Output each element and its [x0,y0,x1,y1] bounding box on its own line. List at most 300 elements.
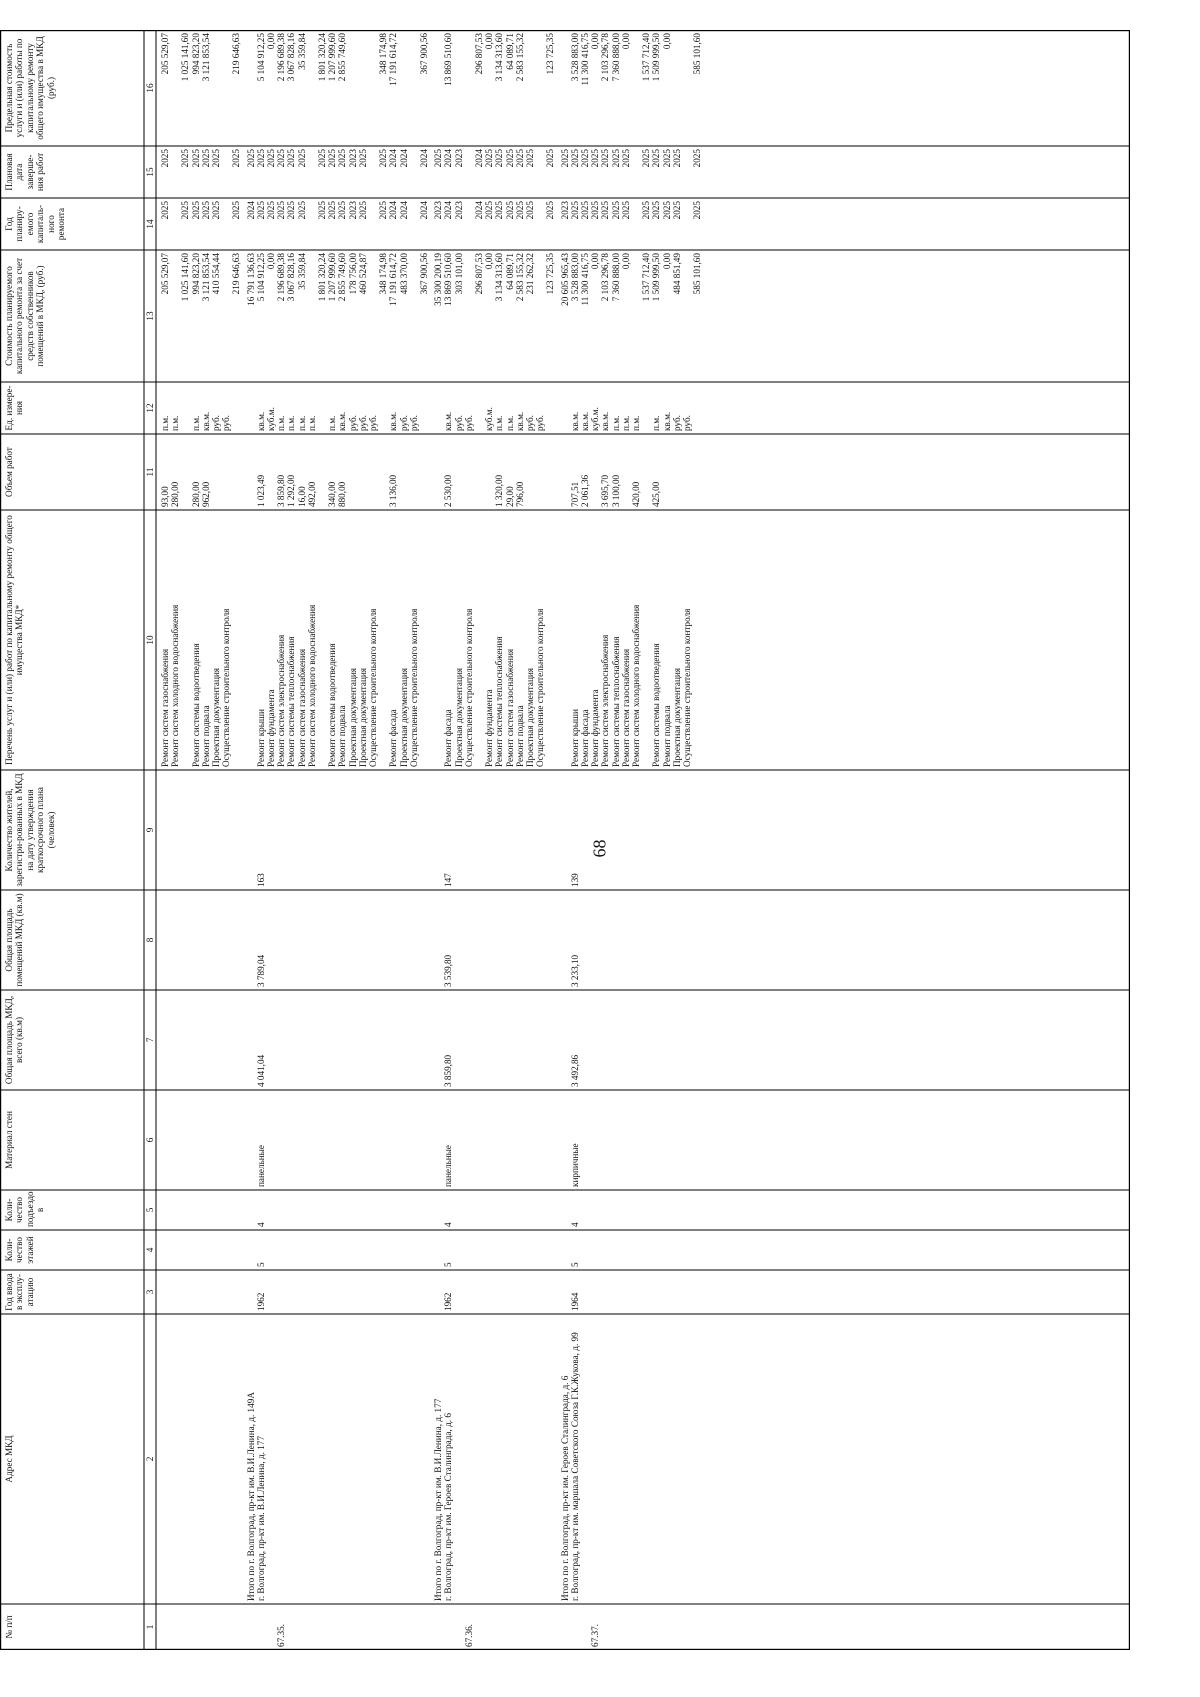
row-d-work-5: Ремонт систем газоснабжения [620,648,631,767]
row-b-vol-5: 492,00 [306,481,317,507]
row-d-year-5: 2025 [620,201,631,220]
house-2-material: панельные [443,1145,454,1187]
row-a-date-0: 2025 [160,149,170,168]
house-1-area-rooms: 3 789,04 [255,954,266,987]
row-d-vol-1: 2 061,36 [580,474,590,507]
row-c-year-7: 2025 [525,201,535,220]
row-c-unit-8: руб. [535,415,546,431]
row-b-unit-7: кв.м. [337,411,348,431]
header-col-4: Коли-чество этажей [4,1236,35,1264]
column-number-5: 5 [145,1207,155,1213]
row-d-unit-8: кв.м. [661,411,672,431]
column-number-2: 2 [145,1456,155,1462]
column-number-12: 12 [145,403,155,413]
row-b-unit-2: п.м. [276,415,287,431]
row-c-limit-8: 123 725,35 [545,33,556,75]
row-d-work-3: Ремонт систем электроснабжения [600,634,611,767]
row-a-work-0: Ремонт систем газоснабжения [160,648,170,767]
row-c-work-2: Осуществление строительного контроля [463,608,474,767]
row-c-year-2: 2024 [474,201,484,220]
row-b-date-12: 2024 [398,149,409,168]
row-d-year-3: 2025 [600,201,611,220]
row-d-limit-2: 0,00 [590,33,601,50]
row-d-cost-8: 0,00 [661,253,672,270]
row-b-date-9: 2025 [357,149,368,168]
house-1-entrances: 4 [255,1222,266,1227]
row-d-work-2: Ремонт фундамента [590,689,601,767]
house-3-area-rooms: 3 233,10 [569,954,580,987]
row-c-work-8: Осуществление строительного контроля [535,608,546,767]
row-d-vol-6: 420,00 [631,481,641,507]
row-b-year-13: 2024 [419,201,429,220]
total-2-label: Итого по г. Волгоград, пр-кт им. В.И.Ленина, д. 177 [433,1398,444,1601]
row-b-limit-6: 1 207 999,60 [327,33,338,82]
house-3-address: г. Волгоград, пр-кт им. маршала Советского Союза Г.К.Жукова, д. 99 [569,1332,580,1601]
header-col-10: Перечень услуг и (или) работ по капитальному ремонту общего имущества МКД* [4,515,25,765]
row-c-cost-8: 123 725,35 [545,253,556,295]
row-d-vol-3: 3 695,70 [600,474,611,507]
row-a-date-3: 2025 [200,149,211,168]
row-a-year-3: 2025 [200,201,211,220]
row-b-unit-13: руб. [408,415,419,431]
row-a-date-2: 2025 [190,149,201,168]
row-c-year-6: 2025 [514,201,525,220]
row-c-work-5: Ремонт систем газоснабжения [504,648,515,767]
header-col-16: Предельная стоимость услуги и (или) работы по капитальному ремонту общего имущества в МКД (руб.) [4,36,56,140]
row-d-date-2: 2025 [590,149,601,168]
row-d-limit-10: 585 101,60 [692,33,703,75]
row-d-year-0: 2025 [569,201,580,220]
row-a-work-3: Ремонт подвала [200,705,211,767]
row-d-cost-0: 3 528 883,00 [569,253,580,302]
row-d-date-1: 2025 [580,149,590,168]
row-d-unit-6: п.м. [631,415,641,431]
row-d-date-5: 2025 [620,149,631,168]
row-b-work-0: Ремонт крыши [255,709,266,767]
row-c-limit-3: 0,00 [484,33,495,50]
total-2-date: 2025 [433,149,444,168]
row-d-year-9: 2025 [671,201,682,220]
row-d-work-6: Ремонт систем холодного водоснабжения [631,604,641,767]
row-d-year-2: 2025 [590,201,601,220]
row-a-cost-1: 1 025 141,60 [180,253,191,302]
row-b-work-6: Ремонт системы водоотведения [327,643,338,767]
row-d-year-1: 2025 [580,201,590,220]
row-b-limit-0: 5 104 912,25 [255,33,266,82]
house-2-area-rooms: 3 539,80 [443,954,454,987]
row-b-limit-1: 0,00 [266,33,276,50]
row-b-limit-3: 3 067 828,16 [286,33,297,82]
row-d-cost-4: 7 360 888,00 [610,253,621,302]
row-d-unit-4: п.м. [610,415,621,431]
row-c-work-0: Ремонт фасада [443,709,454,767]
row-b-cost-11: 17 191 614,72 [388,253,399,306]
row-b-cost-10: 348 174,98 [378,253,389,295]
row-d-work-10: Осуществление строительного контроля [682,608,692,767]
row-a-cost-2: 994 823,20 [190,253,201,295]
row-c-unit-2: руб. [463,415,474,431]
row-b-limit-10: 348 174,98 [378,33,389,75]
house-2-num: 67.36. [463,1624,474,1647]
house-1-area-total: 4 041,04 [255,1054,266,1087]
column-number-15: 15 [145,167,155,177]
row-d-date-3: 2025 [600,149,611,168]
row-b-cost-0: 5 104 912,25 [255,253,266,302]
row-d-year-8: 2025 [661,201,672,220]
row-c-unit-0: кв.м. [443,411,454,431]
row-a-year-5: 2025 [231,201,242,220]
row-c-date-4: 2025 [494,149,505,168]
column-number-14: 14 [145,219,155,229]
row-b-limit-4: 35 359,84 [296,33,307,70]
row-c-limit-0: 13 869 510,60 [443,33,454,86]
total-2-cost: 35 300 200,19 [433,253,444,306]
row-d-limit-7: 1 509 999,50 [651,33,662,82]
row-a-date-5: 2025 [231,149,242,168]
row-b-work-10: Осуществление строительного контроля [368,608,378,767]
row-d-date-10: 2025 [692,149,703,168]
row-d-unit-3: кв.м. [600,411,611,431]
row-d-limit-3: 2 103 296,78 [600,33,611,82]
row-d-year-6: 2025 [641,201,652,220]
row-d-work-9: Проектная документация [671,667,682,767]
house-1-floors: 5 [255,1262,266,1267]
row-c-cost-1: 303 101,00 [453,253,464,295]
row-c-year-5: 2025 [504,201,515,220]
header-col-9: Количество жителей, зарегистри-рованных в МКД на дату утверждения краткосрочного плана (человек) [4,773,56,887]
header-col-14: Год планиру-емого капиталь-ного ремонта [4,204,67,244]
house-1-built: 1962 [255,1292,266,1311]
row-b-date-8: 2023 [347,149,358,168]
row-d-cost-1: 11 300 416,75 [580,253,590,306]
row-a-date-4: 2025 [211,149,221,168]
row-c-year-8: 2025 [545,201,556,220]
row-c-year-1: 2023 [453,201,464,220]
row-d-year-4: 2025 [610,201,621,220]
row-b-work-3: Ремонт системы теплоснабжения [286,636,297,767]
row-c-date-3: 2025 [484,149,495,168]
row-c-unit-4: п.м. [494,415,505,431]
row-c-unit-7: руб. [525,415,535,431]
repair-plan-table [0,30,1130,1650]
row-d-date-7: 2025 [651,149,662,168]
row-c-limit-6: 2 583 155,32 [514,33,525,82]
row-b-date-7: 2025 [337,149,348,168]
row-c-work-7: Проектная документация [525,667,535,767]
row-c-year-0: 2024 [443,201,454,220]
row-d-date-4: 2025 [610,149,621,168]
row-b-year-1: 2025 [266,201,276,220]
row-b-vol-7: 880,00 [337,481,348,507]
row-d-work-1: Ремонт фасада [580,709,590,767]
row-b-vol-11: 3 136,00 [388,474,399,507]
header-col-8: Общая площадь помещений МКД (кв.м) [4,893,25,987]
row-b-limit-2: 2 196 689,38 [276,33,287,82]
row-b-work-12: Проектная документация [398,667,409,767]
row-d-work-8: Ремонт подвала [661,705,672,767]
row-a-year-1: 2025 [180,201,191,220]
row-d-cost-2: 0,00 [590,253,601,270]
total-3-year: 2023 [559,201,570,220]
row-b-cost-3: 3 067 828,16 [286,253,297,302]
row-d-unit-10: руб. [682,415,692,431]
row-b-date-0: 2025 [255,149,266,168]
row-c-cost-7: 231 262,32 [525,253,535,295]
row-c-date-1: 2023 [453,149,464,168]
row-a-work-2: Ремонт системы водоотведения [190,643,201,767]
row-d-limit-0: 3 528 883,00 [569,33,580,82]
row-c-work-4: Ремонт системы теплоснабжения [494,636,505,767]
row-b-vol-4: 16,00 [296,486,307,507]
row-b-date-13: 2024 [419,149,429,168]
row-b-limit-11: 17 191 614,72 [388,33,399,86]
house-3-residents: 139 [569,873,580,887]
house-3-floors: 5 [569,1262,580,1267]
row-c-cost-0: 13 869 510,60 [443,253,454,306]
row-b-work-9: Проектная документация [357,667,368,767]
house-1-material: панельные [255,1145,266,1187]
house-1-residents: 163 [255,873,266,887]
column-number-9: 9 [145,827,155,833]
row-b-cost-4: 35 359,84 [296,253,307,290]
column-number-13: 13 [145,311,155,321]
row-b-work-11: Ремонт фасада [388,709,399,767]
header-col-3: Год ввода в эксплу-атацию [4,1273,35,1311]
row-d-vol-4: 3 100,00 [610,474,621,507]
row-d-unit-0: кв.м. [569,411,580,431]
row-a-vol-3: 962,00 [200,481,211,507]
row-a-unit-3: кв.м. [200,411,211,431]
row-c-cost-6: 2 583 155,32 [514,253,525,302]
row-b-year-0: 2025 [255,201,266,220]
row-b-unit-9: руб. [357,415,368,431]
row-d-unit-9: руб. [671,415,682,431]
row-a-limit-5: 219 646,63 [231,33,242,75]
row-b-limit-13: 367 900,56 [419,33,429,75]
row-c-work-6: Ремонт подвала [514,705,525,767]
row-b-work-8: Проектная документация [347,667,358,767]
row-b-date-10: 2025 [378,149,389,168]
row-c-limit-4: 3 134 313,60 [494,33,505,82]
row-d-work-4: Ремонт системы теплоснабжения [610,636,621,767]
row-b-work-2: Ремонт систем электроснабжения [276,634,287,767]
house-3-material: кирпичные [569,1143,580,1187]
row-a-limit-2: 994 823,20 [190,33,201,75]
column-number-16: 16 [145,83,155,93]
row-c-work-1: Проектная документация [453,667,464,767]
total-1-label: Итого по г. Волгоград, пр-кт им. В.И.Ленина, д. 149А [245,1392,256,1601]
row-b-unit-4: п.м. [296,415,307,431]
row-b-year-5: 2025 [317,201,327,220]
row-d-work-0: Ремонт крыши [569,709,580,767]
row-b-work-7: Ремонт подвала [337,705,348,767]
row-a-work-4: Проектная документация [211,667,221,767]
row-b-year-4: 2025 [296,201,307,220]
row-b-vol-6: 340,00 [327,481,338,507]
header-col-2: Адрес МКД [4,1435,14,1483]
row-b-date-5: 2025 [317,149,327,168]
column-number-4: 4 [145,1247,155,1253]
row-c-unit-6: кв.м. [514,411,525,431]
column-number-8: 8 [145,937,155,943]
row-a-vol-0: 93,00 [160,486,170,507]
row-b-cost-1: 0,00 [266,253,276,270]
house-1-num: 67.35. [276,1624,287,1647]
row-b-unit-0: кв.м. [255,411,266,431]
total-1-cost: 16 791 136,63 [245,253,256,306]
row-b-date-6: 2025 [327,149,338,168]
row-c-cost-4: 3 134 313,60 [494,253,505,302]
row-a-work-5: Осуществление строительного контроля [221,608,232,767]
row-b-vol-3: 1 292,00 [286,474,297,507]
row-c-vol-0: 2 530,00 [443,474,454,507]
header-col-12: Ед. измере-ния [4,385,25,431]
row-b-cost-2: 2 196 689,38 [276,253,287,302]
row-a-cost-0: 205 529,07 [160,253,170,295]
header-col-5: Коли-чество подъездо в [4,1191,46,1227]
row-c-date-7: 2025 [525,149,535,168]
row-a-limit-1: 1 025 141,60 [180,33,191,82]
row-c-date-2: 2024 [474,149,484,168]
row-d-unit-1: кв.м. [580,411,590,431]
house-3-num: 67.37. [590,1624,601,1647]
row-c-cost-5: 64 089,71 [504,253,515,290]
header-col-11: Объем работ [4,447,14,497]
row-b-unit-8: руб. [347,415,358,431]
row-b-unit-3: п.м. [286,415,297,431]
row-b-cost-7: 2 855 749,60 [337,253,348,302]
row-c-cost-3: 0,00 [484,253,495,270]
row-a-year-0: 2025 [160,201,170,220]
header-col-7: Общая площадь МКД, всего (кв.м) [4,995,25,1085]
row-b-date-1: 2025 [266,149,276,168]
row-c-vol-6: 796,00 [514,481,525,507]
row-c-vol-4: 1 320,00 [494,474,505,507]
row-c-date-6: 2025 [514,149,525,168]
row-c-year-3: 2025 [484,201,495,220]
row-c-cost-2: 296 807,53 [474,253,484,295]
header-col-15: Плановая дата заверше-ния работ [4,152,46,192]
row-d-date-0: 2025 [569,149,580,168]
house-3-area-total: 3 492,86 [569,1054,580,1087]
row-b-year-6: 2025 [327,201,338,220]
row-b-unit-12: руб. [398,415,409,431]
row-d-cost-6: 1 537 712,40 [641,253,652,302]
row-d-cost-9: 484 851,49 [671,253,682,295]
row-d-unit-2: куб.м. [590,407,601,431]
row-b-date-11: 2024 [388,149,399,168]
house-3-entrances: 4 [569,1222,580,1227]
row-a-unit-2: п.м. [190,415,201,431]
row-b-cost-5: 1 801 320,24 [317,253,327,302]
row-d-date-8: 2025 [661,149,672,168]
row-b-unit-6: п.м. [327,415,338,431]
row-a-cost-5: 219 646,63 [231,253,242,295]
house-2-entrances: 4 [443,1222,454,1227]
house-1-address: г. Волгоград, пр-кт им. В.И.Ленина, д. 177 [255,1436,266,1601]
row-b-date-4: 2025 [296,149,307,168]
row-b-year-10: 2025 [378,201,389,220]
column-number-1: 1 [145,1624,155,1630]
row-d-cost-3: 2 103 296,78 [600,253,611,302]
row-b-limit-5: 1 801 320,24 [317,33,327,82]
total-2-year: 2023 [433,201,444,220]
row-c-work-3: Ремонт фундамента [484,689,495,767]
row-b-work-4: Ремонт систем газоснабжения [296,648,307,767]
row-a-vol-2: 280,00 [190,481,201,507]
house-2-address: г. Волгоград, пр-кт им. Героев Сталинграда, д. 6 [443,1413,454,1601]
row-b-year-11: 2024 [388,201,399,220]
row-d-cost-7: 1 509 999,50 [651,253,662,302]
row-c-limit-5: 64 089,71 [504,33,515,70]
row-d-cost-10: 585 101,60 [692,253,703,295]
row-c-date-8: 2025 [545,149,556,168]
house-2-area-total: 3 859,80 [443,1054,454,1087]
row-b-cost-6: 1 207 999,60 [327,253,338,302]
row-d-year-7: 2025 [651,201,662,220]
row-c-date-5: 2025 [504,149,515,168]
row-b-cost-13: 367 900,56 [419,253,429,295]
row-b-work-5: Ремонт систем холодного водоснабжения [306,604,317,767]
row-b-date-3: 2025 [286,149,297,168]
total-1-year: 2024 [245,201,256,220]
row-d-work-7: Ремонт системы водоотведения [651,643,662,767]
row-b-year-9: 2025 [357,201,368,220]
row-d-unit-5: п.м. [620,415,631,431]
row-b-unit-11: кв.м. [388,411,399,431]
column-number-10: 10 [145,635,155,645]
row-b-year-2: 2025 [276,201,287,220]
row-d-date-9: 2025 [671,149,682,168]
row-a-unit-1: п.м. [170,415,181,431]
row-d-limit-6: 1 537 712,40 [641,33,652,82]
row-a-unit-5: руб. [221,415,232,431]
row-b-work-13: Осуществление строительного контроля [408,608,419,767]
row-d-limit-8: 0,00 [661,33,672,50]
row-b-cost-12: 483 370,00 [398,253,409,295]
house-2-residents: 147 [443,873,454,887]
header-col-1: № п/п [4,1615,14,1639]
column-number-11: 11 [145,467,155,477]
row-c-limit-2: 296 807,53 [474,33,484,75]
row-b-work-1: Ремонт фундамента [266,689,276,767]
total-3-label: Итого по г. Волгоград, пр-кт им. Героев Сталинграда, д. 6 [559,1375,570,1601]
row-b-cost-8: 178 756,00 [347,253,358,295]
total-3-date: 2025 [559,149,570,168]
header-col-13: Стоимость планируемого капитального ремонта за счет средств собственников помещений в МКД, (руб.) [4,257,46,375]
row-b-vol-2: 3 859,80 [276,474,287,507]
row-a-vol-1: 280,00 [170,481,181,507]
row-a-unit-4: руб. [211,415,221,431]
house-2-built: 1962 [443,1292,454,1311]
row-a-year-4: 2025 [211,201,221,220]
house-3-built: 1964 [569,1292,580,1311]
row-a-work-1: Ремонт систем холодного водоснабжения [170,604,181,767]
row-b-year-3: 2025 [286,201,297,220]
row-a-date-1: 2025 [180,149,191,168]
row-a-unit-0: п.м. [160,415,170,431]
row-c-vol-5: 29,00 [504,486,515,507]
column-number-7: 7 [145,1037,155,1043]
row-a-year-2: 2025 [190,201,201,220]
row-c-unit-5: п.м. [504,415,515,431]
row-c-unit-1: руб. [453,415,464,431]
row-b-year-8: 2023 [347,201,358,220]
page-number: 68 [589,839,610,858]
row-b-unit-5: п.м. [306,415,317,431]
row-d-limit-5: 0,00 [620,33,631,50]
row-b-unit-1: куб.м. [266,407,276,431]
